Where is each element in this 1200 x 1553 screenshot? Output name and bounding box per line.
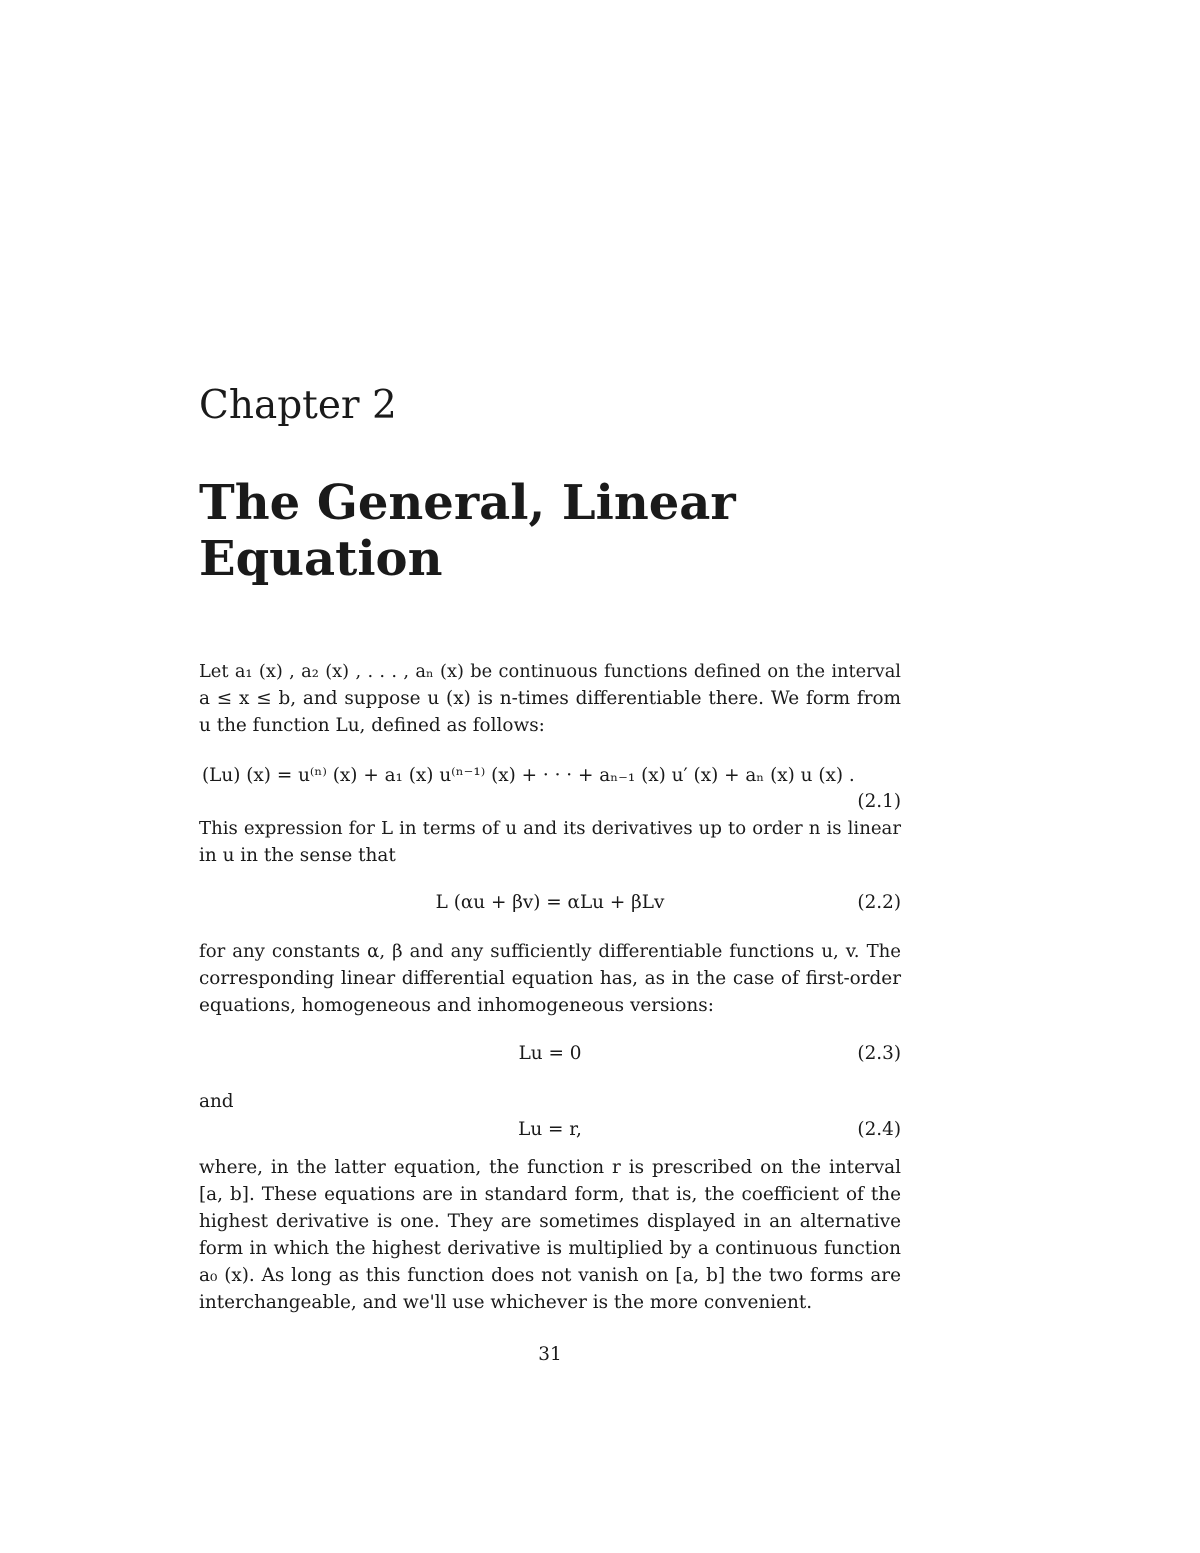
text-line: u the function Lu, defined as follows: [199,715,545,736]
chapter-title-line: The General, Linear [199,475,736,531]
equation-2-4 [199,1116,901,1144]
equation-number: (2.3) [857,1043,901,1064]
equation-number: (2.1) [857,791,901,812]
text-line: where, in the latter equation, the function r is prescribed on the interval [199,1157,901,1178]
text-line: highest derivative is one. They are sometimes displayed in an alternative [199,1211,901,1232]
equation-number: (2.2) [857,892,901,913]
text-line: interchangeable, and we'll use whichever is the more convenient. [199,1292,813,1313]
text-line: and [199,1091,234,1112]
chapter-label: Chapter 2 [199,383,397,428]
text-line: form in which the highest derivative is multiplied by a continuous function [199,1238,901,1259]
text-line: in u in the sense that [199,845,396,866]
text-line: equations, homogeneous and inhomogeneous versions: [199,995,714,1016]
book-page [199,0,901,1553]
equation-body: (Lu) (x) = u⁽ⁿ⁾ (x) + a₁ (x) u⁽ⁿ⁻¹⁾ (x) + · · · + aₙ₋₁ (x) u′ (x) + aₙ (x) u (x) . [202,765,855,786]
text-line: a₀ (x). As long as this function does not vanish on [a, b] the two forms are [199,1265,901,1286]
linearity-paragraph [199,815,901,869]
text-line: [a, b]. These equations are in standard form, that is, the coefficient of the [199,1184,901,1205]
text-line: This expression for L in terms of u and its derivatives up to order n is linear [199,818,901,839]
equation-2-2 [199,889,901,917]
page-number: 31 [538,1344,562,1365]
equation-body: Lu = 0 [518,1043,582,1064]
equation-body: Lu = r, [518,1119,582,1140]
chapter-title [199,475,901,587]
chapter-title-line: Equation [199,531,443,587]
standard-form-paragraph [199,1154,901,1316]
text-line: corresponding linear differential equation has, as in the case of first-order [199,968,901,989]
text-line: for any constants α, β and any sufficiently differentiable functions u, v. The [199,941,901,962]
equation-2-1 [199,762,901,790]
constants-paragraph [199,938,901,1019]
and-paragraph [199,1088,901,1115]
intro-paragraph [199,658,901,739]
text-line: Let a₁ (x) , a₂ (x) , . . . , aₙ (x) be continuous functions defined on the interval [199,661,901,682]
text-line: a ≤ x ≤ b, and suppose u (x) is n-times differentiable there. We form from [199,688,901,709]
equation-2-3 [199,1040,901,1068]
equation-number: (2.4) [857,1119,901,1140]
equation-body: L (αu + βv) = αLu + βLv [435,892,665,913]
